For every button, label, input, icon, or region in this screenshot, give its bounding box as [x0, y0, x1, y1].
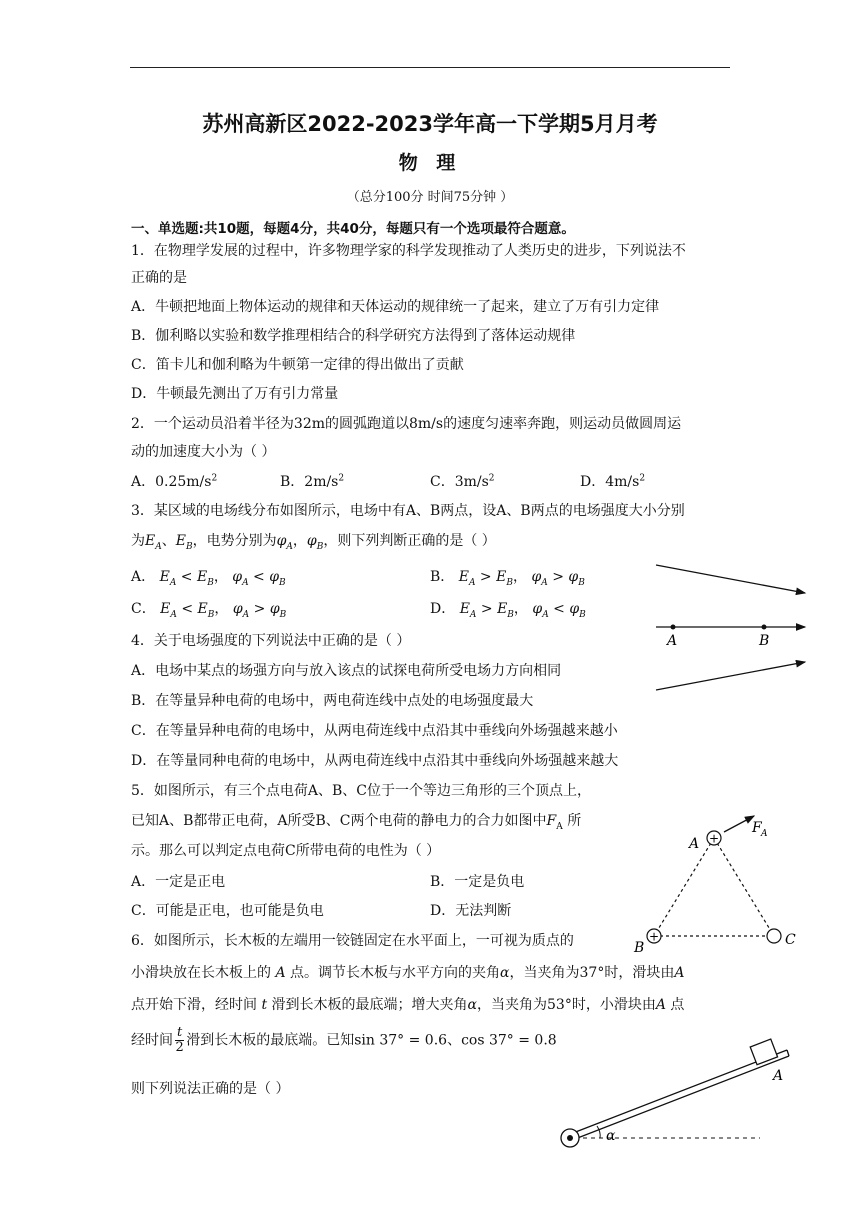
- q5-option-d: D．无法判断: [430, 903, 512, 919]
- page-title: 苏州高新区2022-2023学年高一下学期5月月考: [202, 112, 658, 136]
- q6-stem-line4: 经时间 $\frac{t}{2}$ 滑到长木板的最底端。已知sin 37° = 0.6、cos 37° = 0.8: [131, 1025, 557, 1055]
- charge-c: [767, 929, 781, 943]
- q6-stem-line2: 小滑块放在长木板上的 A 点。调节长木板与水平方向的夹角α，当夹角为37°时，滑块由A: [131, 965, 685, 981]
- field-line-bottom: [656, 662, 805, 690]
- q6-stem-line5: 则下列说法正确的是（ ）: [131, 1081, 290, 1097]
- label-f-sub: A: [761, 829, 768, 839]
- triangle-side-ab: [654, 838, 714, 936]
- q1-option-b: B．伽利略以实验和数学推理相结合的科学研究方法得到了落体运动规律: [131, 328, 576, 344]
- q3-option-b: B． $E_A > E_B$， $\varphi_A > \varphi_B$: [430, 569, 585, 588]
- q4-option-b: B．在等量异种电荷的电场中，两电荷连线中点处的电场强度最大: [131, 693, 534, 709]
- q3-option-d: D． $E_A > E_B$， $\varphi_A < \varphi_B$: [430, 601, 586, 620]
- q2-option-b: B．$2m/s^2$: [280, 473, 345, 490]
- q1-option-c: C．笛卡儿和伽利略为牛顿第一定律的得出做出了贡献: [131, 357, 464, 373]
- q3-field-line-figure: [650, 560, 810, 700]
- incline-board-top: [573, 1050, 787, 1133]
- q2-option-d: D．$4m/s^2$: [580, 473, 646, 490]
- q4-option-d: D．在等量同种电荷的电场中，从两电荷连线中点沿其中垂线向外场强越来越大: [131, 753, 619, 769]
- q2-stem-line2: 动的加速度大小为（ ）: [131, 444, 276, 460]
- hinge-inner: [567, 1135, 573, 1141]
- q1-stem-line2: 正确的是: [131, 270, 187, 286]
- t-over-2-fraction: $\frac{t}{2}$: [175, 1025, 184, 1055]
- q4-option-c: C．在等量异种电荷的电场中，从两电荷连线中点沿其中垂线向外场强越来越小: [131, 723, 618, 739]
- svg-text:+: +: [648, 929, 660, 944]
- point-b-dot: [762, 625, 767, 630]
- q5-stem-line2: 已知A、B都带正电荷，A所受B、C两个电荷的静电力的合力如图中$F_A$ 所: [131, 813, 582, 832]
- q2-option-c: C．$3m/s^2$: [430, 473, 495, 490]
- label-f: F: [752, 820, 762, 836]
- q2-option-a: A．$0.25m/s^2$: [131, 473, 218, 490]
- force-arrow-fa: [724, 816, 754, 832]
- q1-stem-line1: 1．在物理学发展的过程中，许多物理学家的科学发现推动了人类历史的进步，下列说法不: [131, 243, 686, 259]
- q4-option-a: A．电场中某点的场强方向与放入该点的试探电荷所受电场力方向相同: [131, 663, 562, 679]
- q5-stem-line3: 示。那么可以判定点电荷C所带电荷的电性为（ ）: [131, 843, 441, 859]
- q3-option-a: A． $E_A < E_B$， $\varphi_A < \varphi_B$: [131, 569, 286, 588]
- slider-block: [750, 1039, 777, 1065]
- q1-option-a: A．牛顿把地面上物体运动的规律和天体运动的规律统一了起来，建立了万有引力定律: [131, 299, 660, 315]
- q6-stem-line1: 6．如图所示，长木板的左端用一铰链固定在水平面上，一可视为质点的: [131, 933, 574, 949]
- q6-incline-figure: [555, 1030, 795, 1155]
- q4-stem: 4．关于电场强度的下列说法中正确的是（ ）: [131, 633, 411, 649]
- svg-text:+: +: [708, 831, 720, 846]
- incline-board-bottom: [575, 1056, 789, 1139]
- triangle-side-ac: [714, 838, 774, 936]
- label-c: C: [785, 932, 796, 948]
- subject-title: 物 理: [398, 152, 462, 174]
- q5-option-b: B．一定是负电: [430, 874, 525, 890]
- q2-stem-line1: 2．一个运动员沿着半径为32m的圆弧跑道以8m/s的速度匀速率奔跑，则运动员做圆周运: [131, 416, 682, 432]
- q5-option-a: A．一定是正电: [131, 874, 226, 890]
- q3-stem-line2: 为$E_A$、$E_B$，电势分别为$\varphi_A$，$\varphi_B$，则下列判断正确的是（ ）: [131, 533, 496, 552]
- q3-option-c: C． $E_A < E_B$， $\varphi_A > \varphi_B$: [131, 601, 287, 620]
- q5-triangle-figure: [630, 808, 810, 958]
- label-a: A: [689, 836, 700, 852]
- q3-stem-line1: 3．某区域的电场线分布如图所示，电场中有A、B两点，设A、B两点的电场强度大小分别: [131, 503, 685, 519]
- label-a: A: [773, 1068, 784, 1084]
- field-line-top: [656, 565, 805, 593]
- header-rule: [130, 67, 730, 68]
- q5-option-c: C．可能是正电，也可能是负电: [131, 903, 324, 919]
- q1-option-d: D．牛顿最先测出了万有引力常量: [131, 386, 339, 402]
- label-b: B: [634, 940, 645, 956]
- q6-stem-line3: 点开始下滑，经时间 t 滑到长木板的最底端；增大夹角α，当夹角为53°时，小滑块由A 点: [131, 997, 685, 1013]
- exam-meta: （总分100分 时间75分钟 ）: [346, 190, 514, 205]
- point-a-dot: [671, 625, 676, 630]
- q5-stem-line1: 5．如图所示，有三个点电荷A、B、C位于一个等边三角形的三个顶点上，: [131, 783, 592, 799]
- point-b-label: B: [759, 633, 770, 649]
- label-alpha: α: [606, 1128, 616, 1144]
- section-heading: 一、单选题:共10题，每题4分，共40分，每题只有一个选项最符合题意。: [131, 221, 575, 237]
- point-a-label: A: [667, 633, 678, 649]
